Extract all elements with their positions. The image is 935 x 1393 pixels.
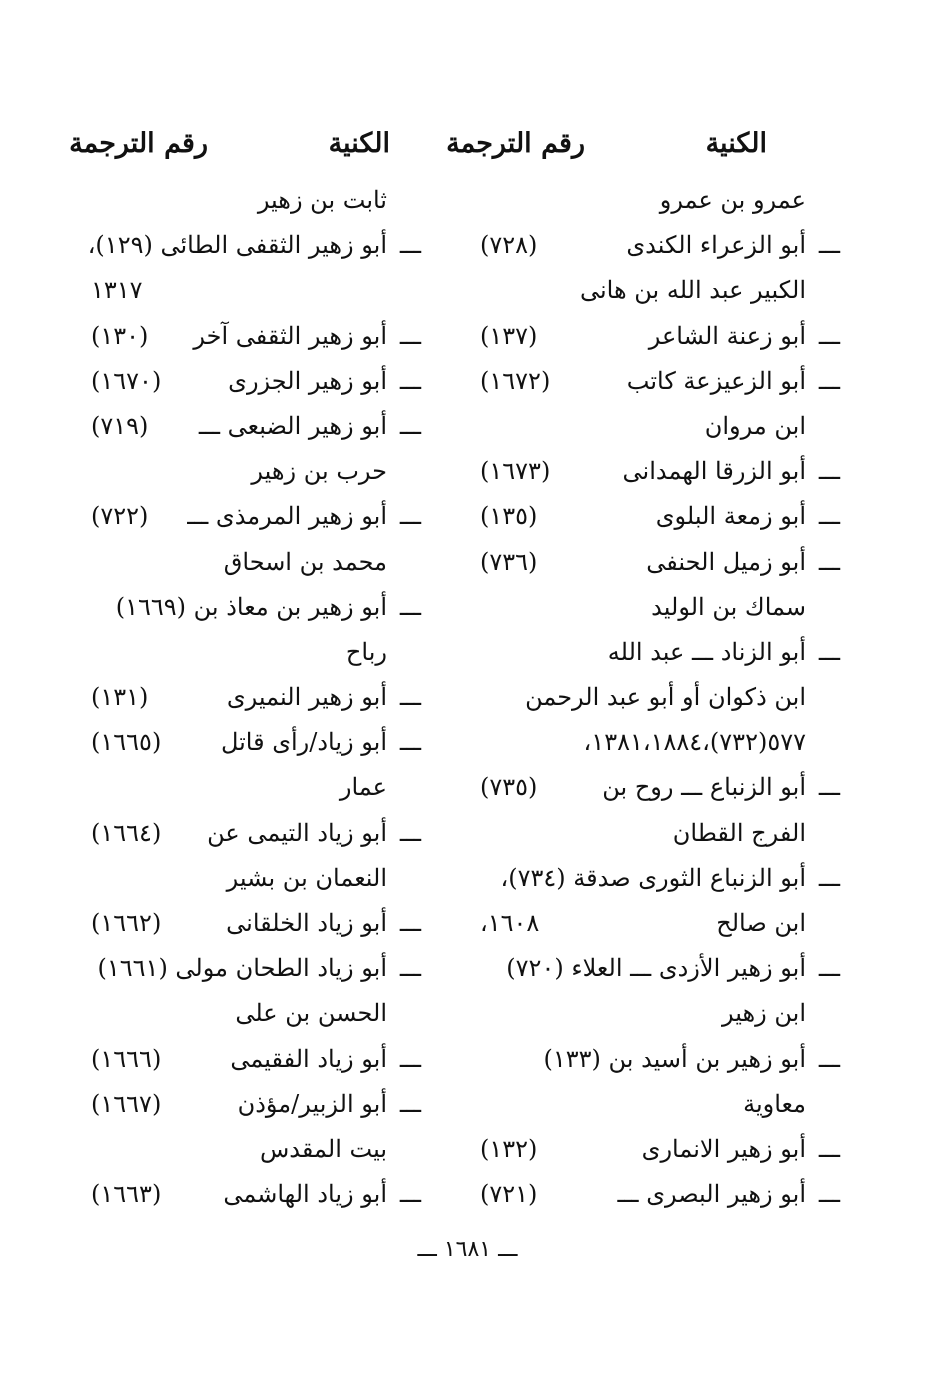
entry-kunya: الفرج القطان [672, 818, 806, 847]
entry-dash: ـــ [818, 637, 840, 666]
index-entry [480, 946, 840, 991]
index-entry [91, 765, 421, 810]
entry-dash: ـــ [399, 321, 421, 350]
entry-number: (٧٣٥) [480, 773, 538, 802]
entry-kunya: أبو زياد الطحان مولى (١٦٦١) [97, 954, 387, 983]
index-entry [480, 1037, 840, 1082]
index-entry [480, 630, 840, 675]
entry-dash: ـــ [818, 863, 840, 892]
index-entry [91, 314, 421, 359]
index-entry [480, 585, 840, 630]
header-right-number: رقم الترجمة [446, 128, 585, 159]
index-entry [480, 268, 840, 313]
entry-kunya: أبو زياد/رأى قاتل [220, 728, 387, 757]
entry-dash: ـــ [399, 231, 421, 260]
entry-kunya: أبو زهير النميرى [226, 683, 387, 712]
entry-kunya: أبو زميل الحنفى [646, 547, 806, 576]
index-entry [480, 901, 840, 946]
entry-number: (٧٢٨) [480, 231, 538, 260]
index-entry [480, 359, 840, 404]
index-entry [91, 404, 421, 449]
index-entry [91, 585, 421, 630]
entry-kunya: أبو الزعراء الكندى [626, 231, 806, 260]
index-entry [91, 1127, 421, 1172]
entry-kunya: النعمان بن بشير [226, 863, 387, 892]
entry-dash: ـــ [818, 954, 840, 983]
entry-dash: ـــ [399, 592, 421, 621]
index-entry [91, 991, 421, 1036]
entry-dash: ـــ [818, 502, 840, 531]
entry-number: (١٦٦٦) [91, 1044, 162, 1073]
entry-number: (١٦٦٣) [91, 1180, 162, 1209]
entry-dash: ـــ [818, 1044, 840, 1073]
entry-kunya: أبو زهير الأزدى ـــ العلاء (٧٢٠) [506, 954, 806, 983]
index-entry [91, 1082, 421, 1127]
entry-kunya: أبو زهير بن أسيد بن (١٣٣) [543, 1044, 806, 1073]
index-entry [480, 404, 840, 449]
entry-dash: ـــ [818, 1134, 840, 1163]
entry-dash: ـــ [818, 457, 840, 486]
header-right-kunya: الكنية [705, 128, 767, 159]
index-entry [91, 811, 421, 856]
entry-kunya: ابن مروان [704, 411, 806, 440]
entry-kunya: ابن ذكوان أو أبو عبد الرحمن [525, 683, 806, 712]
entry-kunya: حرب بن زهير [251, 457, 387, 486]
entry-kunya: عمرو بن عمرو [659, 186, 806, 214]
entry-number: (١٦٦٥) [91, 728, 162, 757]
index-entry [480, 765, 840, 810]
entry-dash: ـــ [399, 909, 421, 937]
entry-kunya: ثابت بن زهير [257, 186, 387, 214]
index-entry [480, 494, 840, 539]
right-column [480, 178, 840, 1217]
index-entry [91, 359, 421, 404]
entry-number: (١٦٧٠) [91, 366, 162, 395]
header-left-number: رقم الترجمة [69, 128, 208, 159]
index-entry [480, 314, 840, 359]
index-entry [91, 268, 421, 313]
entry-dash: ـــ [399, 411, 421, 440]
entry-number: (١٦٦٧) [91, 1089, 162, 1118]
index-entry [480, 1172, 840, 1217]
index-entry [480, 1082, 840, 1127]
entry-dash: ـــ [818, 547, 840, 576]
entry-kunya: أبو الزرقا الهمدانى [622, 457, 806, 486]
entry-kunya: أبو الزنباع ـــ روح بن [602, 773, 806, 802]
entry-dash: ـــ [399, 818, 421, 847]
entry-kunya: أبو زياد الهاشمى [223, 1180, 387, 1209]
entry-number: (١٦٦٢) [91, 909, 162, 937]
index-entry [91, 901, 421, 946]
left-column [87, 178, 421, 1217]
entry-kunya: رباح [345, 637, 387, 666]
entry-kunya: ابن صالح [716, 909, 806, 937]
entry-kunya: أبو زهير بن معاذ بن (١٦٦٩) [115, 592, 387, 621]
index-entry [91, 449, 421, 494]
entry-dash: ـــ [399, 1180, 421, 1209]
entry-kunya: أبو زهير المرمذى ـــ [187, 502, 387, 531]
index-entry [480, 1127, 840, 1172]
index-entry [91, 1037, 421, 1082]
entry-number: (١٦٦٤) [91, 818, 162, 847]
entry-kunya: عمار [339, 773, 387, 802]
index-entry [480, 991, 840, 1036]
entry-dash: ـــ [399, 954, 421, 983]
entry-kunya: أبو زهير الثقفى الطائى (١٢٩)، [87, 231, 387, 260]
index-entry [91, 675, 421, 720]
header-left-kunya: الكنية [328, 128, 390, 159]
entry-kunya: ابن زهير [722, 999, 806, 1028]
entry-dash: ـــ [818, 231, 840, 260]
index-entry [91, 856, 421, 901]
index-entry [91, 630, 421, 675]
entry-number: ١٦٠٨، [480, 909, 540, 937]
entry-kunya: الكبير عبد الله بن هانى [579, 276, 806, 305]
page-number: ـــ ١٦٨١ ـــ [417, 1237, 518, 1262]
entry-number: (٧٣٦) [480, 547, 538, 576]
entry-number: (١٦٧٣) [480, 457, 551, 486]
index-entry [480, 449, 840, 494]
entry-number: (١٦٧٢) [480, 366, 551, 395]
entry-kunya: محمد بن اسحاق [223, 547, 387, 576]
entry-kunya: أبو زياد الخلقانى [226, 909, 387, 937]
entry-number: (١٣٢) [480, 1134, 538, 1163]
entry-dash: ـــ [399, 1044, 421, 1073]
index-entry [91, 178, 421, 223]
index-entry [480, 720, 840, 765]
entry-kunya: أبو الزعيزعة كاتب [626, 366, 806, 395]
entry-kunya: معاوية [743, 1089, 806, 1118]
entry-number: (١٣١) [91, 683, 149, 712]
entry-number: (١٣٧) [480, 321, 538, 350]
entry-dash: ـــ [818, 366, 840, 395]
index-entry [91, 540, 421, 585]
entry-number: ١٣١٧ [91, 276, 143, 305]
entry-number: (١٣٥) [480, 502, 538, 531]
entry-dash: ـــ [399, 366, 421, 395]
entry-kunya: ٥٧٧(٧٣٢)،١٣٨١،١٨٨٤، [583, 728, 806, 757]
entry-dash: ـــ [399, 502, 421, 531]
index-entry [480, 178, 840, 223]
entry-number: (٧١٩) [91, 411, 149, 440]
entry-kunya: أبو الزناد ـــ عبد الله [607, 637, 806, 666]
entry-kunya: أبو زمعة البلوى [655, 502, 806, 531]
index-entry [91, 1172, 421, 1217]
index-entry [91, 494, 421, 539]
entry-dash: ـــ [399, 1089, 421, 1118]
index-entry [91, 946, 421, 991]
entry-dash: ـــ [818, 1180, 840, 1209]
entry-dash: ـــ [399, 728, 421, 757]
entry-number: (٧٢١) [480, 1180, 538, 1209]
index-entry [480, 223, 840, 268]
entry-kunya: بيت المقدس [259, 1134, 387, 1163]
index-entry [480, 675, 840, 720]
index-entry [91, 720, 421, 765]
entry-kunya: أبو زهير الانمارى [641, 1134, 806, 1163]
entry-kunya: أبو زعنة الشاعر [648, 321, 806, 350]
entry-kunya: أبو الزبير/مؤذن [237, 1089, 387, 1118]
entry-dash: ـــ [818, 321, 840, 350]
entry-number: (٧٢٢) [91, 502, 149, 531]
entry-kunya: أبو زهير الضبعى ـــ [198, 411, 387, 440]
index-entry [480, 540, 840, 585]
entry-kunya: أبو زهير الجزرى [228, 366, 387, 395]
entry-kunya: أبو الزنباع الثورى صدقة (٧٣٤)، [500, 863, 806, 892]
index-entry [480, 856, 840, 901]
entry-kunya: أبو زياد الفقيمى [230, 1044, 387, 1073]
index-entry [480, 811, 840, 856]
entry-kunya: الحسن بن على [235, 999, 387, 1028]
entry-dash: ـــ [818, 773, 840, 802]
entry-dash: ـــ [399, 683, 421, 712]
entry-number: (١٣٠) [91, 321, 149, 350]
entry-kunya: أبو زهير البصرى ـــ [617, 1180, 806, 1209]
entry-kunya: أبو زهير الثقفى آخر [193, 321, 387, 350]
index-entry [87, 223, 421, 268]
entry-kunya: أبو زياد التيمى عن [207, 818, 387, 847]
entry-kunya: سماك بن الوليد [651, 592, 806, 621]
